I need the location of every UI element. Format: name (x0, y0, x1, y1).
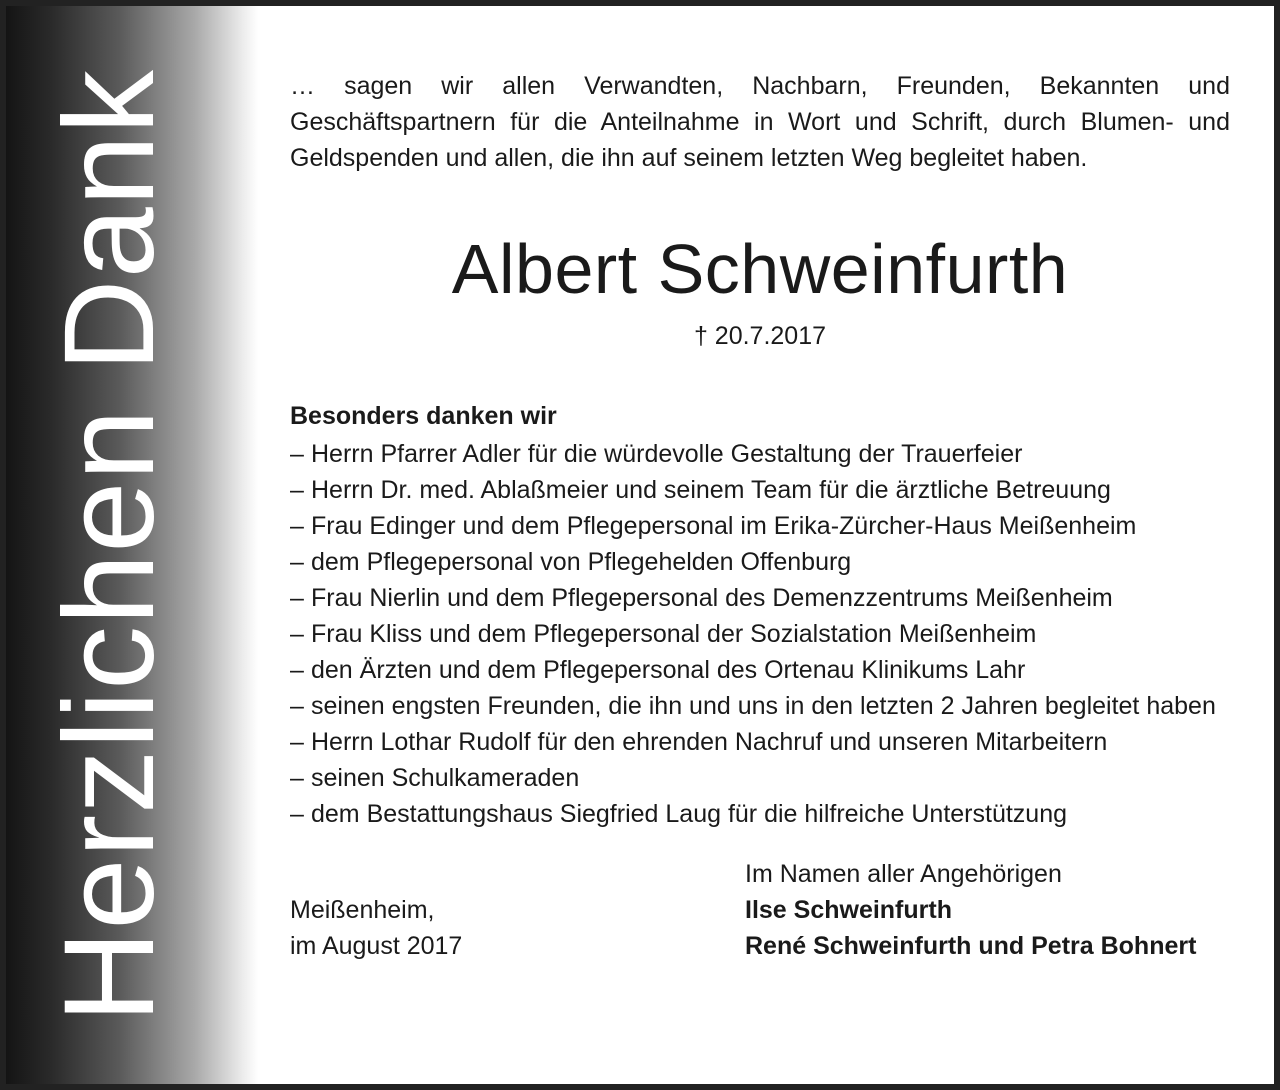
thanks-item-text: dem Pflegepersonal von Pflegehelden Offenburg (311, 548, 852, 576)
thanks-item-text: Herrn Pfarrer Adler für die würdevolle Gestaltung der Trauerfeier (311, 440, 1023, 468)
thanks-item (290, 616, 1230, 652)
thanks-item-text: Frau Kliss und dem Pflegepersonal der Sozialstation Meißenheim (311, 620, 1037, 648)
thanks-item (290, 472, 1230, 508)
dash-mark: – (290, 656, 304, 684)
dash-mark: – (290, 764, 304, 792)
thanks-item-text: Frau Nierlin und dem Pflegepersonal des Demenzzentrums Meißenheim (311, 584, 1113, 612)
signature-block (745, 856, 1196, 964)
signature-intro: Im Namen aller Angehörigen (745, 860, 1062, 888)
dash-mark: – (290, 620, 304, 648)
thanks-item-text: dem Bestattungshaus Siegfried Laug für die hilfreiche Unterstützung (311, 800, 1068, 828)
dash-mark: – (290, 692, 304, 720)
intro-text: … sagen wir allen Verwandten, Nachbarn, Freunden, Bekannten und Geschäftspartnern für die Anteilnahme in Wort und Schrift, durch Blumen- und Geldspenden und allen, die ihn auf seinem letzten Weg begleitet haben. (290, 72, 1230, 172)
signature-name: Ilse Schweinfurth (745, 896, 952, 924)
thanks-item-text: seinen engsten Freunden, die ihn und uns in den letzten 2 Jahren begleitet haben (311, 692, 1216, 720)
thanks-list (290, 436, 1230, 832)
thanks-item (290, 436, 1230, 472)
place-text: Meißenheim, (290, 896, 435, 924)
date-text: im August 2017 (290, 932, 463, 960)
thanks-item-text: seinen Schulkameraden (311, 764, 580, 792)
deceased-name: Albert Schweinfurth (451, 230, 1069, 308)
thanks-item (290, 652, 1230, 688)
side-title: Herzlichen Dank (38, 68, 181, 1024)
notice-content (290, 68, 1230, 986)
dash-mark: – (290, 512, 304, 540)
dash-mark: – (290, 584, 304, 612)
thanks-item-text: den Ärzten und dem Pflegepersonal des Ortenau Klinikums Lahr (311, 656, 1026, 684)
thanks-item (290, 580, 1230, 616)
place-date-block (290, 892, 462, 964)
dash-mark: – (290, 440, 304, 468)
dash-mark: – (290, 476, 304, 504)
dash-mark: – (290, 800, 304, 828)
dash-mark: – (290, 728, 304, 756)
dash-mark: – (290, 548, 304, 576)
thanks-item (290, 688, 1230, 724)
notice-footer (290, 856, 1230, 986)
death-date: † 20.7.2017 (693, 322, 827, 350)
thanks-item-text: Herrn Lothar Rudolf für den ehrenden Nachruf und unseren Mitarbeitern (311, 728, 1108, 756)
thanks-item (290, 724, 1230, 760)
thanks-item (290, 796, 1230, 832)
thanks-item (290, 544, 1230, 580)
thanks-item (290, 760, 1230, 796)
thanks-item (290, 508, 1230, 544)
thanks-item-text: Herrn Dr. med. Ablaßmeier und seinem Team für die ärztliche Betreuung (311, 476, 1111, 504)
thanks-heading: Besonders danken wir (290, 402, 557, 430)
thanks-item-text: Frau Edinger und dem Pflegepersonal im Erika-Zürcher-Haus Meißenheim (311, 512, 1137, 540)
signature-name: René Schweinfurth und Petra Bohnert (745, 932, 1197, 960)
